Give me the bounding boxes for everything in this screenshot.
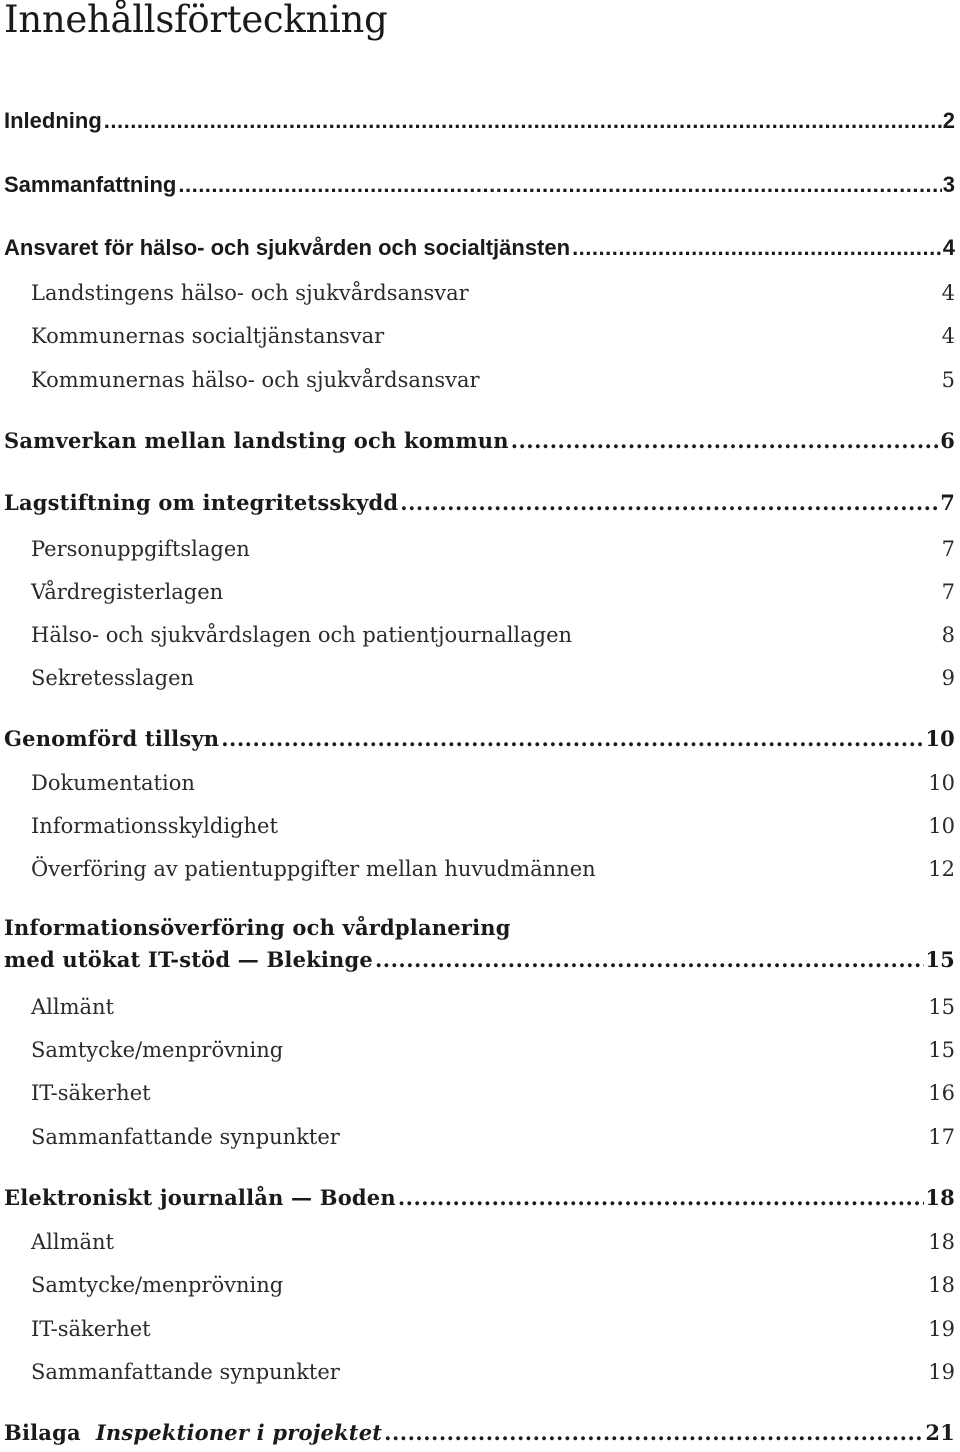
toc-entry-personuppgiftslagen[interactable] — [0, 530, 960, 564]
toc-entry-label: Sekretesslagen — [31, 666, 195, 690]
toc-entry-label: Dokumentation — [31, 771, 195, 795]
dot-leader — [400, 488, 939, 518]
toc-entry-label: IT-säkerhet — [31, 1317, 151, 1341]
toc-entry-label: Kommunernas socialtjänstansvar — [31, 324, 385, 348]
toc-entry-ansvaret[interactable] — [0, 229, 960, 263]
toc-entry-dokumentation[interactable] — [0, 764, 960, 798]
toc-entry-label: Ansvaret för hälso- och sjukvården och socialtjänsten — [4, 235, 571, 260]
toc-entry-lagstiftning[interactable] — [0, 484, 960, 518]
toc-page-number: 3 — [942, 172, 955, 197]
toc-page-number: 15 — [925, 947, 955, 972]
dot-leader — [511, 426, 940, 456]
toc-entry-sammanfattning[interactable] — [0, 166, 960, 200]
toc-entry-label-line2: med utökat IT-stöd — Blekinge — [4, 947, 373, 972]
toc-entry-genomford-tillsyn[interactable] — [0, 720, 960, 754]
toc-entry-blekinge-samtycke[interactable] — [0, 1031, 960, 1065]
toc-entry-label: Allmänt — [31, 1230, 114, 1254]
toc-entry-label: Överföring av patientuppgifter mellan huvudmännen — [31, 857, 596, 881]
toc-entry-landstingens[interactable] — [0, 274, 960, 308]
toc-page-number: 18 — [928, 1230, 955, 1254]
toc-entry-label — [4, 1418, 382, 1448]
toc-page-number: 4 — [942, 235, 955, 260]
toc-page-number: 7 — [940, 490, 955, 515]
toc-entry-label: Personuppgiftslagen — [31, 537, 250, 561]
toc-entry-kommunernas-socialtjanstansvar[interactable] — [0, 317, 960, 351]
toc-entry-label: Samverkan mellan landsting och kommun — [4, 428, 509, 453]
toc-page-number: 2 — [942, 108, 955, 133]
toc-page-number: 6 — [940, 428, 955, 453]
toc-entry-label: Lagstiftning om integritetsskydd — [4, 490, 399, 515]
toc-page-number: 7 — [941, 537, 955, 561]
toc-entry-label-line1: Informationsöverföring och vårdplanering — [4, 915, 511, 940]
toc-entry-label: Samtycke/menprövning — [31, 1273, 284, 1297]
toc-page-number: 18 — [925, 1185, 955, 1210]
toc-entry-blekinge-synpunkter[interactable] — [0, 1118, 960, 1152]
toc-page-number: 5 — [941, 368, 955, 392]
toc-page-number: 4 — [941, 324, 955, 348]
dot-leader — [221, 724, 924, 754]
bilaga-title: Inspektioner i projektet — [95, 1420, 383, 1445]
dot-leader — [375, 945, 924, 975]
toc-page-number: 17 — [928, 1125, 955, 1149]
dot-leader — [384, 1418, 924, 1448]
toc-entry-label: Samtycke/menprövning — [31, 1038, 284, 1062]
toc-page-number: 12 — [928, 857, 955, 881]
toc-entry-informationsoverforing[interactable] — [0, 913, 960, 975]
toc-entry-sekretesslagen[interactable] — [0, 659, 960, 693]
toc-page-number: 7 — [941, 580, 955, 604]
toc-page-number: 10 — [925, 726, 955, 751]
toc-page-number: 10 — [928, 771, 955, 795]
toc-page-number: 9 — [941, 666, 955, 690]
toc-entry-label: IT-säkerhet — [31, 1081, 151, 1105]
dot-leader — [178, 170, 941, 200]
toc-entry-blekinge-it-sakerhet[interactable] — [0, 1074, 960, 1108]
toc-entry-bilaga[interactable] — [0, 1414, 960, 1448]
toc-entry-elektroniskt-journallan[interactable] — [0, 1179, 960, 1213]
toc-entry-boden-it-sakerhet[interactable] — [0, 1310, 960, 1344]
toc-page-number: 21 — [925, 1420, 955, 1445]
toc-entry-label: Landstingens hälso- och sjukvårdsansvar — [31, 281, 469, 305]
toc-entry-label: Allmänt — [31, 995, 114, 1019]
page-title: Innehållsförteckning — [4, 0, 388, 41]
toc-page-number: 10 — [928, 814, 955, 838]
toc-entry-kommunernas-halso[interactable] — [0, 361, 960, 395]
toc-page-number: 8 — [941, 623, 955, 647]
toc-entry-label: Hälso- och sjukvårdslagen och patientjournallagen — [31, 623, 573, 647]
toc-entry-samverkan[interactable] — [0, 422, 960, 456]
toc-entry-informationsskyldighet[interactable] — [0, 807, 960, 841]
toc-entry-label: Genomförd tillsyn — [4, 726, 220, 751]
toc-entry-label: Informationsskyldighet — [31, 814, 278, 838]
bilaga-prefix: Bilaga — [4, 1420, 81, 1445]
dot-leader — [398, 1183, 925, 1213]
toc-entry-boden-samtycke[interactable] — [0, 1266, 960, 1300]
toc-entry-boden-synpunkter[interactable] — [0, 1353, 960, 1387]
toc-page-number: 15 — [928, 995, 955, 1019]
toc-page-number: 16 — [928, 1081, 955, 1105]
toc-entry-boden-allmant[interactable] — [0, 1223, 960, 1257]
toc-entry-overforing[interactable] — [0, 850, 960, 884]
toc-entry-label: Kommunernas hälso- och sjukvårdsansvar — [31, 368, 480, 392]
toc-entry-vardregisterlagen[interactable] — [0, 573, 960, 607]
toc-entry-blekinge-allmant[interactable] — [0, 988, 960, 1022]
toc-page-number: 19 — [928, 1317, 955, 1341]
dot-leader — [104, 106, 942, 136]
toc-entry-inledning[interactable] — [0, 102, 960, 136]
toc-entry-halso-sjukvardslagen[interactable] — [0, 616, 960, 650]
toc-entry-label: Inledning — [4, 108, 102, 133]
toc-entry-label: Elektroniskt journallån — Boden — [4, 1185, 396, 1210]
toc-page-number: 19 — [928, 1360, 955, 1384]
toc-entry-label: Sammanfattning — [4, 172, 177, 197]
toc-entry-label: Vårdregisterlagen — [31, 580, 224, 604]
toc-page-number: 15 — [928, 1038, 955, 1062]
toc-page-number: 4 — [941, 281, 955, 305]
toc-page-number: 18 — [928, 1273, 955, 1297]
toc-entry-label: Sammanfattande synpunkter — [31, 1125, 340, 1149]
toc-entry-label: Sammanfattande synpunkter — [31, 1360, 340, 1384]
dot-leader — [572, 233, 942, 263]
